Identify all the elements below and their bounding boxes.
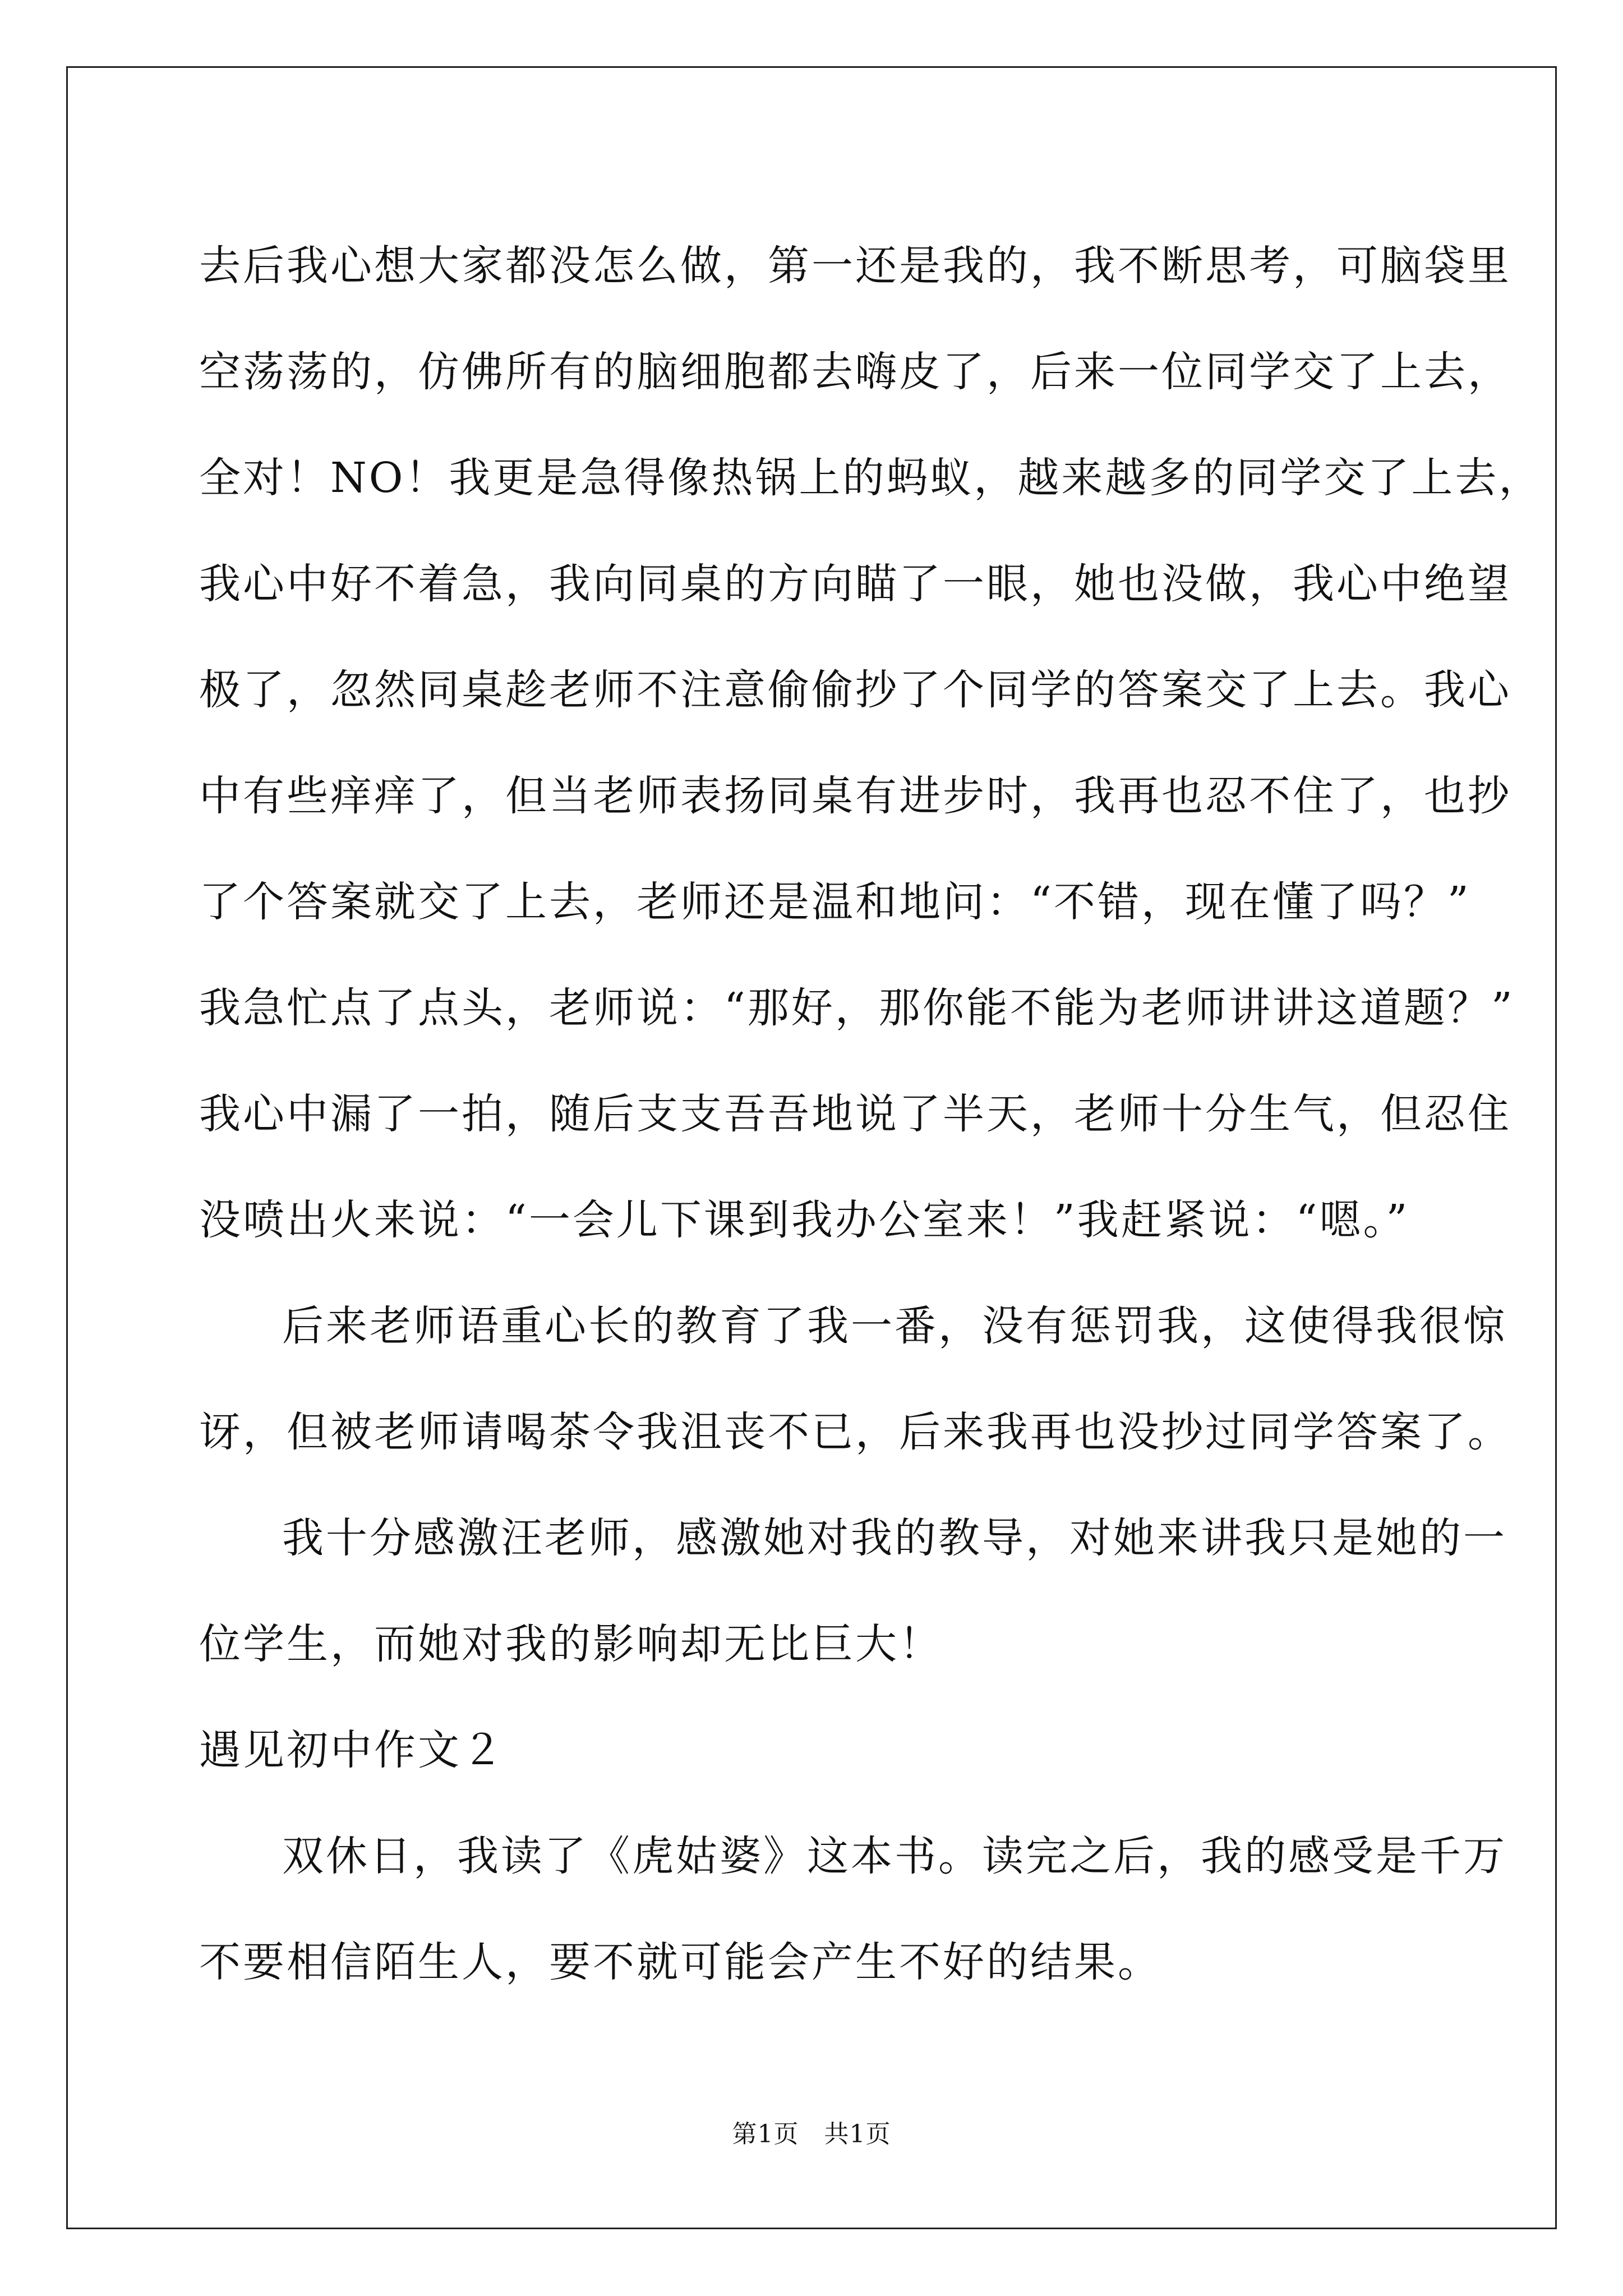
text-line: 我急忙点了点头，老师说：“那好，那你能不能为老师讲讲这道题？” xyxy=(199,984,1515,1032)
text-line: 位学生，而她对我的影响却无比巨大！ xyxy=(199,1620,943,1668)
document-body xyxy=(199,213,1543,2016)
text-line: 没喷出火来说：“一会儿下课到我办公室来！”我赶紧说：“嗯。” xyxy=(199,1196,1410,1244)
text-line: 去后我心想大家都没怎么做，第一还是我的，我不断思考，可脑袋里 xyxy=(199,242,1511,290)
page-number-footer: 第1页 共1页 xyxy=(732,2120,891,2148)
text-line: 我心中好不着急，我向同桌的方向瞄了一眼，她也没做，我心中绝望 xyxy=(199,560,1511,608)
paragraph-start-line: 我十分感激汪老师，感激她对我的教导，对她来讲我只是她的一 xyxy=(282,1514,1507,1562)
paragraph-start-line: 双休日，我读了《虎姑婆》这本书。读完之后，我的感受是千万 xyxy=(282,1832,1507,1880)
text-line: 中有些痒痒了，但当老师表扬同桌有进步时，我再也忍不住了，也抄 xyxy=(199,772,1511,820)
paragraph-start-line: 后来老师语重心长的教育了我一番，没有惩罚我，这使得我很惊 xyxy=(282,1302,1507,1350)
text-line: 了个答案就交了上去，老师还是温和地问：“不错，现在懂了吗？” xyxy=(199,878,1471,926)
text-line: 空荡荡的，仿佛所有的脑细胞都去嗨皮了，后来一位同学交了上去， xyxy=(199,348,1511,396)
text-line: 极了，忽然同桌趁老师不注意偷偷抄了个同学的答案交了上去。我心 xyxy=(199,666,1511,714)
text-line: 不要相信陌生人，要不就可能会产生不好的结果。 xyxy=(199,1938,1161,1986)
text-line: 全对！NO！我更是急得像热锅上的蚂蚁，越来越多的同学交了上去， xyxy=(199,454,1543,502)
text-line: 讶，但被老师请喝茶令我沮丧不已，后来我再也没抄过同学答案了。 xyxy=(199,1408,1511,1456)
text-line: 我心中漏了一拍，随后支支吾吾地说了半天，老师十分生气，但忍住 xyxy=(199,1090,1511,1138)
section-heading: 遇见初中作文２ xyxy=(199,1726,505,1774)
